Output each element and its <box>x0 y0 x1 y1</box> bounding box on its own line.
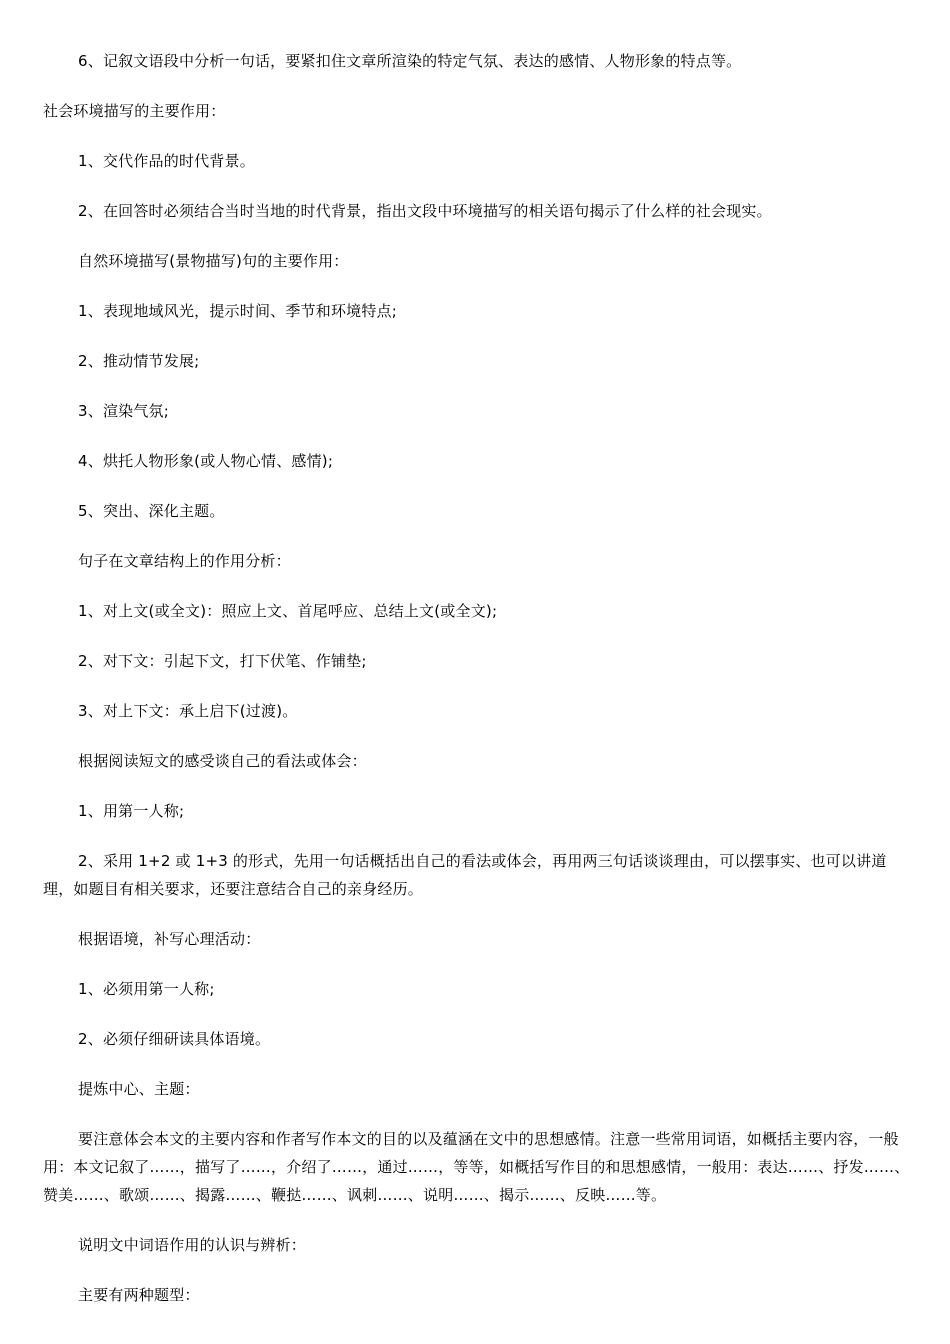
paragraph-13: 2、对下文：引起下文，打下伏笔、作铺垫; <box>78 652 367 670</box>
heading-sentence-structure: 句子在文章结构上的作用分析： <box>78 552 291 570</box>
paragraph-12: 1、对上文(或全文)：照应上文、首尾呼应、总结上文(或全文); <box>78 602 498 620</box>
paragraph-1: 6、记叙文语段中分析一句话，要紧扣住文章所渲染的特定气氛、表达的感情、人物形象的特点等。 <box>78 52 742 70</box>
paragraph-16: 1、用第一人称; <box>78 802 185 820</box>
heading-psychological-activity: 根据语境，补写心理活动： <box>78 930 261 948</box>
heading-natural-environment: 自然环境描写(景物描写)句的主要作用： <box>78 252 349 270</box>
paragraph-4: 2、在回答时必须结合当时当地的时代背景，指出文段中环境描写的相关语句揭示了什么样的社会现实。 <box>78 202 772 220</box>
paragraph-7: 2、推动情节发展; <box>78 352 200 370</box>
paragraph-10: 5、突出、深化主题。 <box>78 502 225 520</box>
paragraph-19: 1、必须用第一人称; <box>78 980 215 998</box>
paragraph-17: 2、采用 1+2 或 1+3 的形式，先用一句话概括出自己的看法或体会，再用两三句话谈谈理由，可以摆事实、也可以讲道理，如题目有相关要求，还要注意结合自己的亲身经历。 <box>43 852 887 898</box>
paragraph-9: 4、烘托人物形象(或人物心情、感情); <box>78 452 334 470</box>
heading-reading-opinion: 根据阅读短文的感受谈自己的看法或体会： <box>78 752 367 770</box>
paragraph-8: 3、渲染气氛; <box>78 402 169 420</box>
paragraph-14: 3、对上下文：承上启下(过渡)。 <box>78 702 298 720</box>
paragraph-24: 主要有两种题型： <box>78 1286 200 1304</box>
paragraph-6: 1、表现地域风光，提示时间、季节和环境特点; <box>78 302 397 320</box>
heading-social-environment: 社会环境描写的主要作用： <box>43 102 226 120</box>
document-page <box>43 47 913 1309</box>
paragraph-3: 1、交代作品的时代背景。 <box>78 152 255 170</box>
heading-theme: 提炼中心、主题： <box>78 1080 200 1098</box>
heading-expository-words: 说明文中词语作用的认识与辨析： <box>78 1236 307 1254</box>
paragraph-20: 2、必须仔细研读具体语境。 <box>78 1030 271 1048</box>
paragraph-22: 要注意体会本文的主要内容和作者写作本文的目的以及蕴涵在文中的思想感情。注意一些常用词语，如概括主要内容，一般用：本文记叙了……，描写了……，介绍了……，通过……，等等，如概括写作目的和思想感情，一般用：表达……、抒发……、赞美……、歌颂……、揭露……、鞭挞……、讽刺……、说明……、揭示……、反映……等。 <box>43 1130 910 1204</box>
